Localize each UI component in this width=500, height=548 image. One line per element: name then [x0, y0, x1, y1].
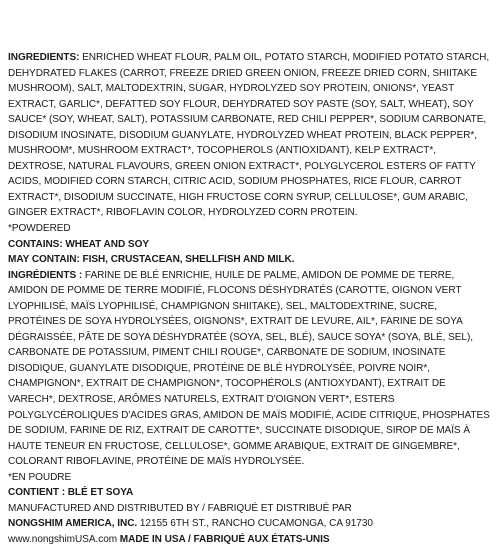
company-name: NONGSHIM AMERICA, INC. — [8, 518, 138, 530]
manufacturer-line: MANUFACTURED AND DISTRIBUTED BY / FABRIQUÉ ET DISTRIBUÉ PAR — [8, 502, 352, 514]
ingredients-fr-text: FARINE DE BLÉ ENRICHIE, HUILE DE PALME, AMIDON DE POMME DE TERRE, AMIDON DE POMME DE TERRE MODIFIÉ, FLOCONS DÉSHYDRATÉS (CAROTTE, OIGNON VERT LYOPHILISÉ, MAÏS LYOPHILISÉ, CHAMPIGNON SHIITAKE), SEL, MALTODEXTRINE, SUCRE, PROTÉINES DE SOYA HYDROLYSÉES, OIGNONS*, EXTRAIT DE LEVURE, AIL*, FARINE DE SOYA DÉGRAISSÉE, PÂTE DE SOYA DÉSHYDRATÉE (SOYA, SEL, BLÉ), SAUCE SOYA* (SOYA, BLÉ, SEL), CARBONATE DE POTASSIUM, PIMENT CHILI ROUGE*, CARBONATE DE SODIUM, INOSINATE DISODIQUE, GUANYLATE DISODIQUE, PROTÉINE DE BLÉ HYDROLYSÉE, POIVRE NOIR*, CHAMPIGNON*, EXTRAIT DE CHAMPIGNON*, TOCOPHÉROLS (ANTIOXYDANT), EXTRAIT DE VARECH*, DEXTROSE, ARÔMES NATURELS, EXTRAIT D'OIGNON VERT*, ESTERS POLYGLYCÉROLIQUES D'ACIDES GRAS, AMIDON DE MAÏS MODIFIÉ, ACIDE CITRIQUE, PHOSPHATES DE SODIUM, FARINE DE RIZ, EXTRAIT DE CAROTTE*, SUCCINATE DISODIQUE, SIROP DE MAÏS À HAUTE TENEUR EN FRUCTOSE, CELLULOSE*, GOMME ARABIQUE, EXTRAIT DE GINGEMBRE*, COLORANT RIBOFLAVINE, PROTÉINE DE MAÏS HYDROLYSÉE. — [8, 269, 490, 468]
ingredients-en-footnote: *POWDERED — [8, 223, 71, 235]
made-in-usa: MADE IN USA / FABRIQUÉ AUX ÉTATS-UNIS — [119, 533, 330, 545]
website: www.nongshimUSA.com — [8, 533, 118, 545]
contains-fr: CONTIENT : BLÉ ET SOYA — [8, 487, 134, 499]
ingredients-en-paragraph — [8, 50, 494, 221]
may-contain-en: MAY CONTAIN: FISH, CRUSTACEAN, SHELLFISH AND MILK. — [8, 254, 295, 266]
ingredients-fr-footnote: *EN POUDRE — [8, 471, 72, 483]
ingredients-en-text: ENRICHED WHEAT FLOUR, PALM OIL, POTATO STARCH, MODIFIED POTATO STARCH, DEHYDRATED FLAKES (CARROT, FREEZE DRIED GREEN ONION, FREEZE DRIED CORN, SHIITAKE MUSHROOM), SALT, MALTODEXTRIN, SUGAR, HYDROLYZED SOY PROTEIN, ONIONS*, YEAST EXTRACT, GARLIC*, DEFATTED SOY FLOUR, DEHYDRATED SOY PASTE (SOY, SALT, WHEAT), SOY SAUCE* (SOY, WHEAT, SALT), POTASSIUM CARBONATE, RED CHILI PEPPER*, SODIUM CARBONATE, DISODIUM INOSINATE, DISODIUM GUANYLATE, HYDROLYZED WHEAT PROTEIN, BLACK PEPPER*, MUSHROOM*, MUSHROOM EXTRACT*, TOCOPHEROLS (ANTIOXIDANT), KELP EXTRACT*, DEXTROSE, NATURAL FLAVOURS, GREEN ONION EXTRACT*, POLYGLYCEROL ESTERS OF FATTY ACIDS, MODIFIED CORN STARCH, CITRIC ACID, SODIUM PHOSPHATES, RICE FLOUR, CARROT EXTRACT*, DISODIUM SUCCINATE, HIGH FRUCTOSE CORN SYRUP, CELLULOSE*, GUM ARABIC, GINGER EXTRACT*, RIBOFLAVIN COLOR, HYDROLYZED CORN PROTEIN. — [8, 52, 490, 219]
manufacturer-address-line — [8, 516, 494, 532]
origin-line — [8, 532, 494, 548]
ingredient-label — [8, 50, 494, 548]
ingredients-fr-heading: INGRÉDIENTS : — [8, 269, 83, 281]
contains-en: CONTAINS: WHEAT AND SOY — [8, 238, 149, 250]
ingredients-fr-paragraph — [8, 268, 494, 470]
company-address: 12155 6TH ST., RANCHO CUCAMONGA, CA 91730 — [137, 518, 373, 530]
ingredients-en-heading: INGREDIENTS: — [8, 52, 80, 63]
